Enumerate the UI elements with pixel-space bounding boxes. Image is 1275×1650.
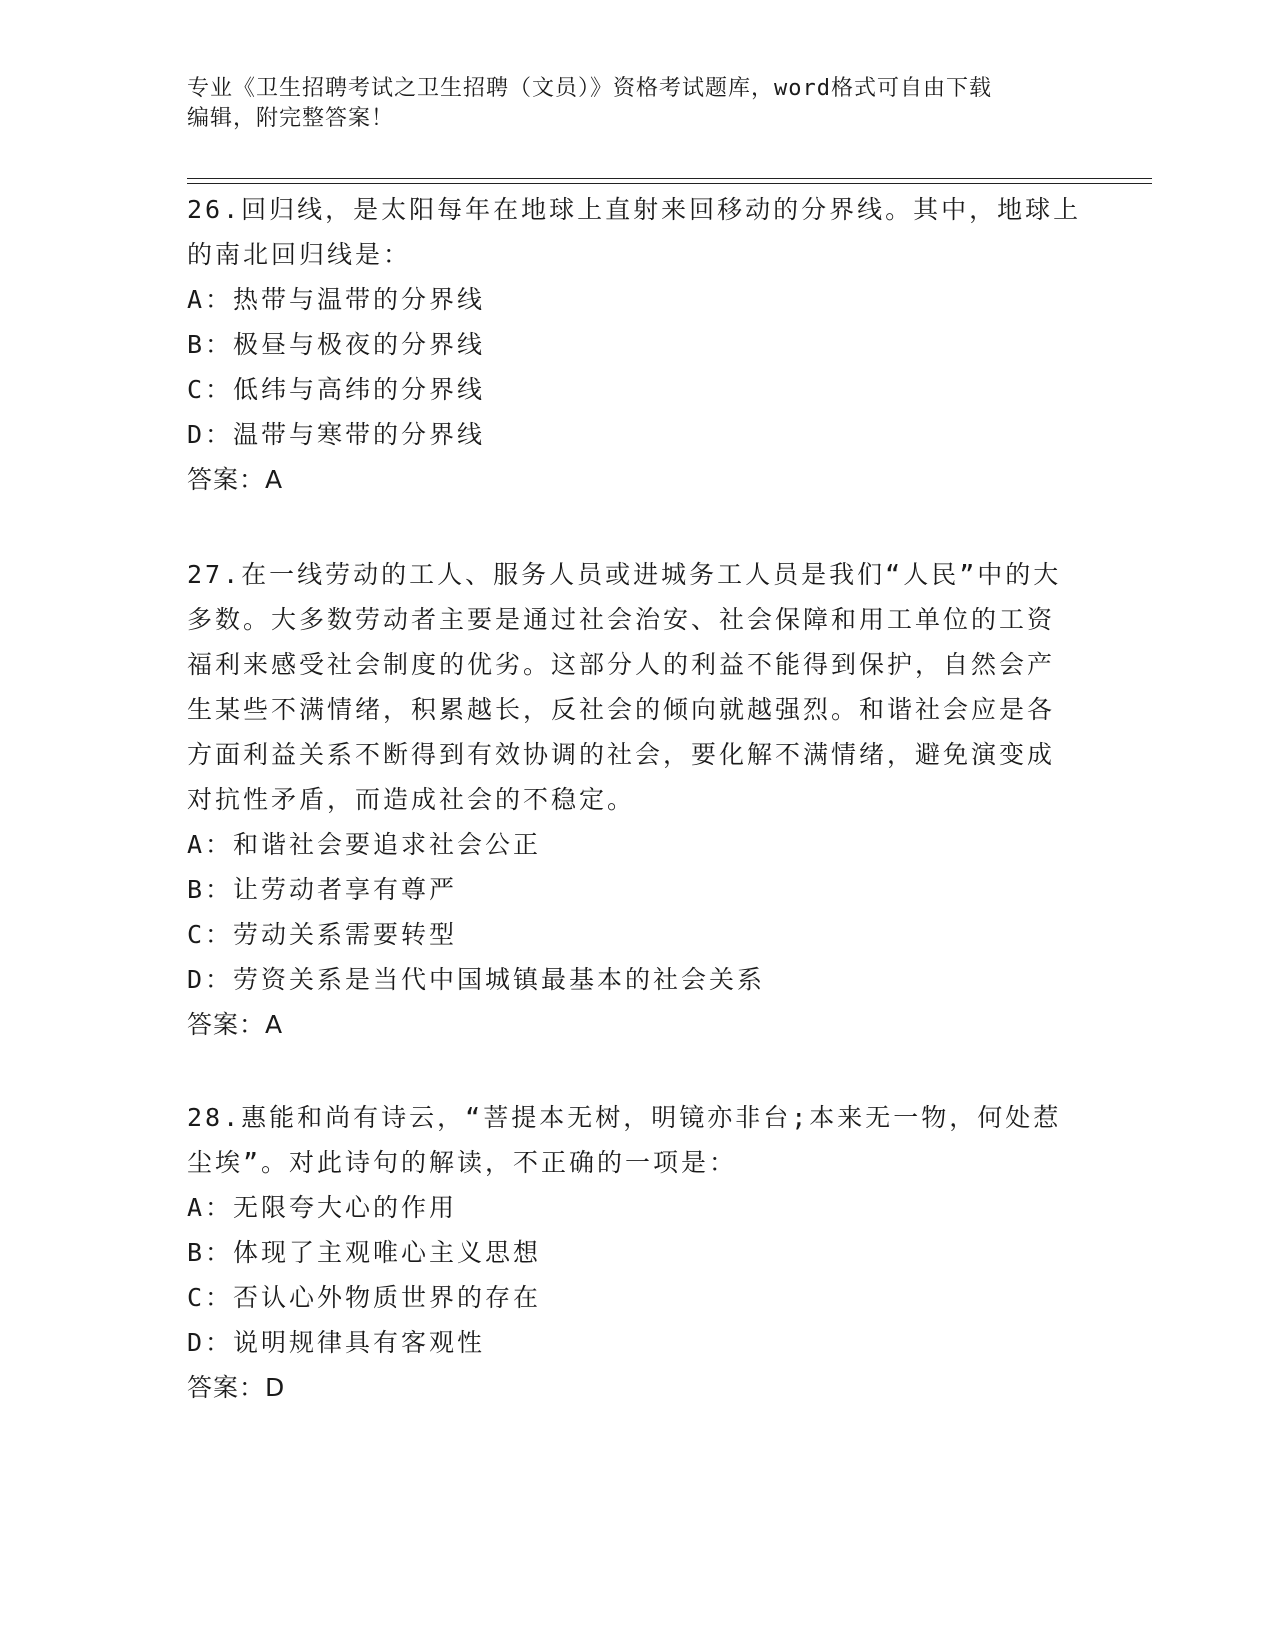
question-stem: 28.惠能和尚有诗云，“菩提本无树，明镜亦非台;本来无一物，何处惹尘埃”。对此诗句的解读，不正确的一项是： xyxy=(187,1103,1062,1177)
option-c: C：劳动关系需要转型 xyxy=(187,920,458,949)
header-rule-bottom xyxy=(187,183,1152,184)
option-b: B：体现了主观唯心主义思想 xyxy=(187,1238,542,1267)
option-a: A：热带与温带的分界线 xyxy=(187,285,486,314)
option-d: D：说明规律具有客观性 xyxy=(187,1328,486,1357)
question-27 xyxy=(187,552,1082,1047)
answer-line: 答案：D xyxy=(187,1373,286,1402)
header-line-2: 编辑，附完整答案！ xyxy=(187,106,395,131)
question-28 xyxy=(187,1095,1082,1410)
document-header xyxy=(187,74,1087,134)
answer-line: 答案：A xyxy=(187,465,284,494)
question-26 xyxy=(187,187,1082,502)
option-b: B：极昼与极夜的分界线 xyxy=(187,330,486,359)
option-a: A：无限夸大心的作用 xyxy=(187,1193,458,1222)
question-stem: 27.在一线劳动的工人、服务人员或进城务工人员是我们“人民”中的大多数。大多数劳动者主要是通过社会治安、社会保障和用工单位的工资福利来感受社会制度的优劣。这部分人的利益不能得到保护，自然会产生某些不满情绪，积累越长，反社会的倾向就越强烈。和谐社会应是各方面利益关系不断得到有效协调的社会，要化解不满情绪，避免演变成对抗性矛盾，而造成社会的不稳定。 xyxy=(187,560,1062,814)
answer-line: 答案：A xyxy=(187,1010,284,1039)
option-c: C：否认心外物质世界的存在 xyxy=(187,1283,542,1312)
option-c: C：低纬与高纬的分界线 xyxy=(187,375,486,404)
option-b: B：让劳动者享有尊严 xyxy=(187,875,458,904)
option-d: D：温带与寒带的分界线 xyxy=(187,420,486,449)
header-line-1: 专业《卫生招聘考试之卫生招聘（文员）》资格考试题库，word格式可自由下载 xyxy=(187,76,992,101)
question-stem: 26.回归线，是太阳每年在地球上直射来回移动的分界线。其中，地球上的南北回归线是： xyxy=(187,195,1082,269)
header-rule-top xyxy=(187,178,1152,179)
option-d: D：劳资关系是当代中国城镇最基本的社会关系 xyxy=(187,965,766,994)
option-a: A：和谐社会要追求社会公正 xyxy=(187,830,542,859)
